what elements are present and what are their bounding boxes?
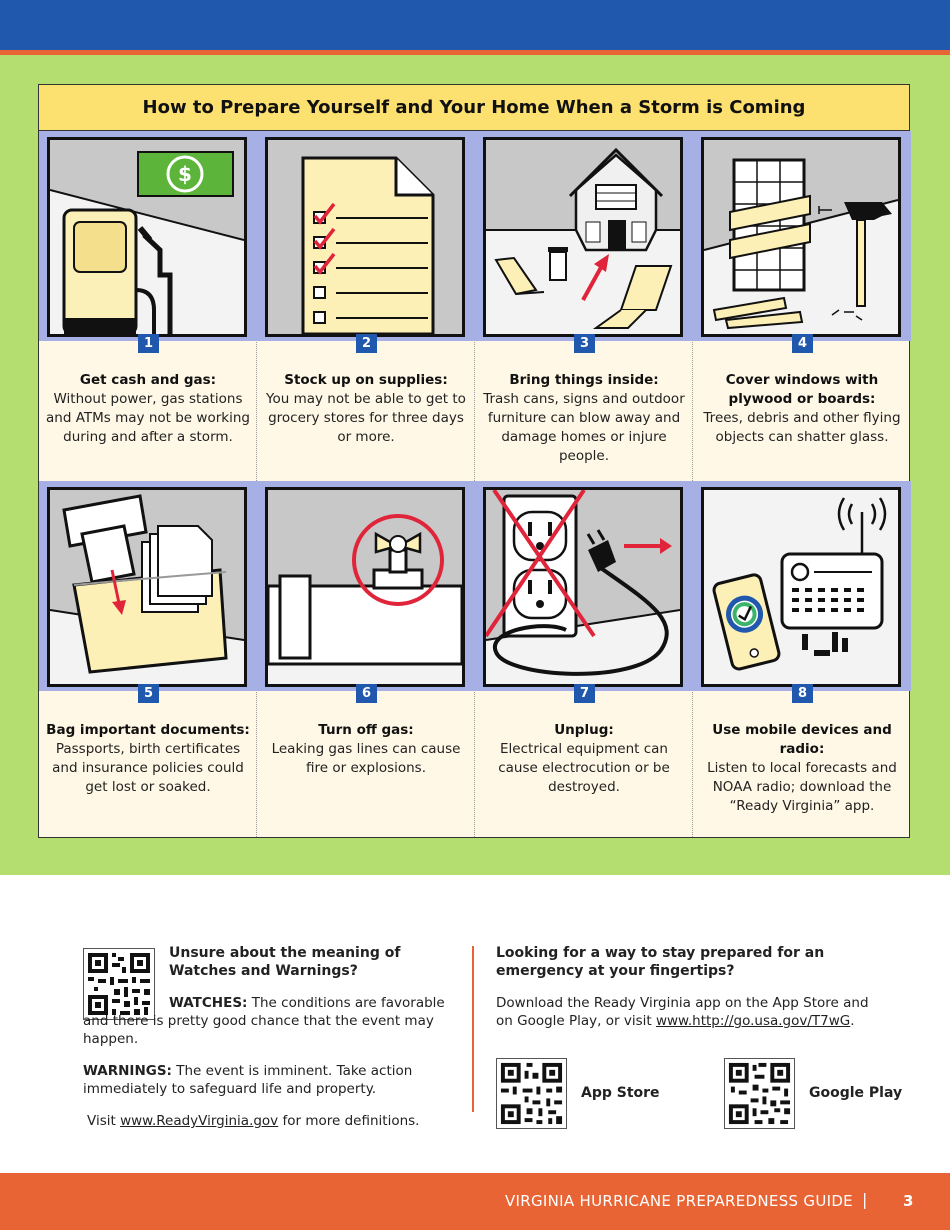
step-text bbox=[45, 371, 251, 447]
top-banner bbox=[0, 0, 950, 50]
step-title: Bring things inside: bbox=[509, 372, 659, 388]
step-number: 7 bbox=[574, 684, 595, 703]
app-store-label[interactable]: App Store bbox=[581, 1085, 660, 1101]
step-text bbox=[481, 721, 687, 797]
step-number: 6 bbox=[356, 684, 377, 703]
app-text-suffix: . bbox=[850, 1013, 855, 1029]
footer-separator: | bbox=[862, 1190, 868, 1209]
step-body: Trash cans, signs and outdoor furniture can blow away and damage homes or injure people. bbox=[483, 391, 685, 464]
step-body: Trees, debris and other flying objects can shatter glass. bbox=[703, 410, 901, 445]
step-body: Passports, birth certificates and insurance policies could get lost or soaked. bbox=[52, 741, 244, 795]
step-text bbox=[263, 371, 469, 447]
step-title: Stock up on supplies: bbox=[284, 372, 448, 388]
step-text bbox=[699, 721, 905, 816]
step-title: Unplug: bbox=[554, 722, 614, 738]
watches-label: WATCHES: bbox=[169, 995, 248, 1011]
storm-prep-panel bbox=[38, 84, 910, 838]
app-question: Looking for a way to stay prepared for an emergency at your fingertips? bbox=[496, 945, 825, 979]
unplug-outlet-icon bbox=[483, 487, 683, 687]
step-text bbox=[263, 721, 469, 778]
step-number: 2 bbox=[356, 334, 377, 353]
watches-paragraph bbox=[83, 994, 463, 1048]
google-play-label[interactable]: Google Play bbox=[809, 1085, 903, 1101]
step-body: You may not be able to get to grocery stores for three days or more. bbox=[266, 391, 466, 445]
step-title: Get cash and gas: bbox=[79, 372, 217, 388]
app-store-qr-code-icon[interactable] bbox=[496, 1058, 567, 1129]
step-title: Use mobile devices and radio: bbox=[712, 722, 892, 757]
step-body: Without power, gas stations and ATMs may not be working during and after a storm. bbox=[46, 391, 250, 445]
step-body: Leaking gas lines can cause fire or explosions. bbox=[271, 741, 461, 776]
boarded-window-icon bbox=[701, 137, 901, 337]
step-card-7 bbox=[475, 481, 693, 837]
warnings-paragraph bbox=[83, 1062, 463, 1098]
step-text bbox=[481, 371, 687, 466]
visit-suffix: for more definitions. bbox=[282, 1113, 420, 1129]
gas-pump-icon bbox=[47, 137, 247, 337]
step-number: 1 bbox=[138, 334, 159, 353]
step-card-3 bbox=[475, 131, 693, 481]
watches-question: Unsure about the meaning of Watches and Warnings? bbox=[169, 945, 401, 979]
step-title: Cover windows with plywood or boards: bbox=[725, 372, 879, 407]
step-text bbox=[699, 371, 905, 447]
step-card-6 bbox=[257, 481, 475, 837]
step-card-4 bbox=[693, 131, 911, 481]
step-card-1 bbox=[39, 131, 257, 481]
visit-prefix: Visit bbox=[87, 1113, 116, 1129]
step-number: 3 bbox=[574, 334, 595, 353]
step-body: Electrical equipment can cause electrocution or be destroyed. bbox=[498, 741, 670, 795]
visit-line bbox=[87, 1112, 463, 1130]
go-usa-link[interactable]: www.http://go.usa.gov/T7wG bbox=[655, 1013, 851, 1029]
watches-warnings-section bbox=[83, 940, 463, 1130]
watches-text: The conditions are favorable and there is pretty good chance that the event may happen. bbox=[83, 995, 445, 1047]
step-number: 5 bbox=[138, 684, 159, 703]
step-title: Turn off gas: bbox=[318, 722, 414, 738]
gas-valve-icon bbox=[265, 487, 465, 687]
checklist-icon bbox=[265, 137, 465, 337]
documents-folder-icon bbox=[47, 487, 247, 687]
radio-phone-icon bbox=[701, 487, 901, 687]
step-text bbox=[45, 721, 251, 797]
step-card-5 bbox=[39, 481, 257, 837]
step-card-8 bbox=[693, 481, 911, 837]
guide-title: VIRGINIA HURRICANE PREPAREDNESS GUIDE bbox=[505, 1192, 853, 1210]
readyvirginia-link[interactable]: www.ReadyVirginia.gov bbox=[120, 1113, 279, 1129]
google-play-qr-code-icon[interactable] bbox=[724, 1058, 795, 1129]
step-card-2 bbox=[257, 131, 475, 481]
step-number: 8 bbox=[792, 684, 813, 703]
app-section bbox=[496, 944, 886, 1030]
house-icon bbox=[483, 137, 683, 337]
warnings-label: WARNINGS: bbox=[83, 1063, 172, 1079]
app-paragraph bbox=[496, 994, 886, 1030]
warnings-text: The event is imminent. Take action immediately to safeguard life and property. bbox=[83, 1063, 413, 1097]
step-body: Listen to local forecasts and NOAA radio; download the “Ready Virginia” app. bbox=[707, 760, 897, 814]
page-number: 3 bbox=[903, 1192, 914, 1210]
step-title: Bag important documents: bbox=[46, 722, 250, 738]
step-number: 4 bbox=[792, 334, 813, 353]
panel-title: How to Prepare Yourself and Your Home When a Storm is Coming bbox=[39, 85, 909, 131]
app-text: Download the Ready Virginia app on the App Store and on Google Play, or visit bbox=[496, 995, 869, 1029]
svg-text:$: $ bbox=[178, 162, 192, 186]
footer-divider bbox=[472, 946, 474, 1112]
